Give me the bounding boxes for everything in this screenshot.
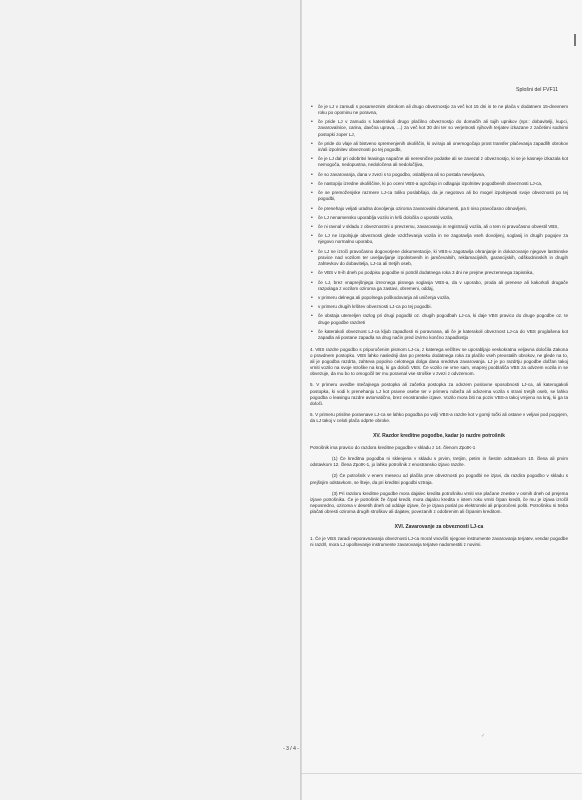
- list-item: • če so zavarovanja, dana v zvezi s to pogodbo, oslabljena ali so postala neveljavna,: [310, 172, 568, 178]
- scan-mark: [574, 34, 576, 46]
- paragraph-6: 6. V primeru prisilne poravnave LJ-ca se lahko pogodba po volji VBS-a razdre kot v gornji točki ali ostane v veljavi pod pogojem, da LJ takoj v celoti plača odprte obroke.: [310, 411, 568, 423]
- list-item: • če pride do vlaje ali bistveno spremenjenih okoliščin, ki ovirajo ali onemogočajo prost transfer plačevanja zapadlih obrokov in/ali izpolnitev obveznosti po tej pogodbi,: [310, 141, 568, 153]
- section-xv-intro: Potrošnik ima pravico do razdora kreditne pogodbe v skladu z 14. členom ZpotK-1: [310, 445, 476, 451]
- page-number: - 3 / 4 -: [283, 746, 299, 752]
- list-item: • če VBS v 8-ih dneh po podpisu pogodbe ni potrdil dodatnega roka 3 dni ne prejme prevzemnega zapisnika,: [310, 270, 568, 276]
- section-xvi-text: 1. Če je VBS zaradi neporavnavanja obveznosti LJ-ca moral vnovčiti njegove instrumente zavarovanja terjatev, vendar pogodbe ni razdrl, mora LJ upoštevanje instrumente zavarovanja terjatve nadomestiti z novimi.: [310, 536, 568, 548]
- list-item: • če nastopijo izredne okoliščine, ki po oceni VBS-a ogrožajo in odlagajo izpolnitev pogodbenih obveznosti LJ-ca,: [310, 181, 568, 187]
- section-xv-title: XV. Razdor kreditne pogodbe, kadar jo razdre potrošnik: [373, 433, 505, 440]
- check-mark-icon: ✓: [481, 733, 486, 739]
- section-xv-item-3: (3) Pri razdoru kreditne pogodbe mora dajalec kredita potrošniku vrniti vse plačane zneske v osmih dneh od prejema izjave potrošnika. Če je potrošnik že črpal kredit, mora dajalcu kredita v istem roku vrniti črpan kredit, če mu je izjava izročil neposredno, oziroma v desetih dneh od oddaje izjave, če je izjava poslal po elektronski ali priporočeni pošti. Potrošniku ni treba plačati obresti oziroma drugih stroškov ali dajatev, povezanih z odobrenim ali črpanim kreditom.: [310, 490, 568, 514]
- list-item: • če LJ nenamensko uporablja vozilo in krši določila o uporabi vozila,: [310, 215, 568, 221]
- list-item: • če se premoženjske razmere LJ-ca toliko poslabšajo, da je negotovo ali bo mogel izpolnjevati svoje obveznosti po tej pogodbi,: [310, 190, 568, 202]
- list-item: • če je LJ v zamudi s posameznim obrokom ali drugo obveznostjo za več kot 15 dni in te ne plača v dodatnem 15-dnevnem roku po opominu ne poravna,: [310, 104, 568, 116]
- list-item: • če LJ ne izpolnjuje obveznosti glede vzdrževanja vozila in ne zagotavlja vseh dovoljenj, soglasij in drugih pogojev za njegovo normalno uporabo,: [310, 233, 568, 245]
- list-item: • če LJ ne izroči pravočasno dogovorjene dokumentacije, ki VBS-u zagotavlja ohranjanje in dokazovanje njegove lastninske pravice nad vozilom ter uveljavljanje izpolnitvenih in jamčevalnih, reklamacijskih, garancijskih, odškodninskih in drugih zahtevkov do dobavitelja, LJ-ca ali tretjih oseb,: [310, 249, 568, 267]
- list-item: • če je LJ dal pri odobritvi leasinga napačne ali neresnične podatke ali se zavezal z obveznostjo, ki se je kasneje izkazala kot nemogoča, nedopustna, nedoločena ali nedoločljiva,: [310, 156, 568, 168]
- list-item: • če obstaja utemeljen razlog pri drugi pogodbi oz. drugih pogodbah LJ-ca, ki daje VBS pravico do druge pogodbe oz. te druge pogodbe razdreti: [310, 313, 568, 325]
- section-xvi-title: XVI. Zavarovanje za obveznosti LJ-ca: [394, 523, 484, 530]
- list-item: • v primeru delnega ali popolnega poškodovanja ali uničenja vozila,: [310, 295, 568, 301]
- page-bottom-edge: [301, 773, 582, 774]
- list-item: • če pride LJ v zamudo s katerimkoli drugo plačilno obveznostjo do domačih ali tujih upnikov (npr.: dobavitelji, kupci, zavarovalnice, carina, davčna uprava, ...) za več kot 30 dni ter so verjetnosti njihovih terjatev izkazane z začetimi sodnimi postopki zoper LJ,: [310, 119, 568, 137]
- list-item: • v primeru drugih kršitev obveznosti LJ-ca po tej pogodbi.: [310, 304, 568, 310]
- list-item: • če ni ravnal v skladu z obveznostmi o prevzemu, zavarovanju in registraciji vozila, ali o tem ni pravočasno obvestil VBS,: [310, 224, 568, 230]
- list-item: • če prenehajo veljati uradna dovoljenja oziroma zavarovalni dokumenti, pa ti niso pravočasno obnovljeni,: [310, 206, 568, 212]
- paragraph-4: 4. VBS razdre pogodbo s priporočenim pismom LJ-cu, z katerega večštev se uporabljajo veskokratna veljavna določila Zakona o pravdnem postopku. VBS lahko naslednji dan po preteku dodatnega roka za plačilo vseh preostalih obrokov, ne glede na to, ali je pogodba razdrta, zahteva popolno celotnega dolga dana sredstva zavarovanja. LJ je po razdrtju pogodbe dolžan takoj vrniti vozilo na svoje stroške na kraj, ki ga določi VBS. Če vozilo ne vrne sam, vnaprej pooblašča VBS za odvzem vozila in se obvezuje, da mu bo to omogočil ter mu poravnal vse stroške v zvezi z odvzemom.: [310, 347, 568, 377]
- page-edge: [300, 0, 301, 800]
- document-body: [310, 86, 568, 553]
- termination-reasons-list: [310, 104, 568, 341]
- section-xv-item-2: (2) Če potrošnik v enem mesecu od plačila prve obveznosti po pogodbi ne izjavi, da razdira pogodbo v skladu s prejšnjim odstavkom, se šteje, da pri kreditni pogodbi vztraja.: [310, 473, 568, 485]
- section-xv-item-1: (1) Če kreditna pogodba ni sklenjena v skladu s prvim, tretjim, petim in šestim odstavkom 10. člena ali prvim odstavkom 12. člena ZpotK-1, jo lahko potrošnik z enostransko izjavo razdre.: [310, 456, 568, 468]
- document-header: Splošni del FVF11: [516, 87, 559, 93]
- list-item: • če katerakoli obveznost LJ-ca kljub zapadlosti ni poravnana, ali če je katerakoli obveznost LJ-ca do VBS proglašena kot zapadla ali postane zapadla na drug način pred izvirno končno zapadlostjo: [310, 329, 568, 341]
- paragraph-5: 5. V primeru uvedbe stečajnega postopka ali začetka postopka za odvzem poslovne sposobnosti LJ-ca, ali katerogakoli postopka, ki vodi k prenehanju LJ kot pravne osebe ter v primeru rubeža ali odvzema vozila s strani tretjih oseb, se lahko pogodba o leasingu razdre avtomatično, brez enostranske izjave. Vozilo mora biti na poziv VBS-a takoj vrnjeno na kraj, ki ga ta določi.: [310, 382, 568, 406]
- list-item: • če LJ, brez vnaprejšnjega izrecnega pisnega soglasja VBS-a, da v uporabo, proda ali prenese ali kakorkoli drugače razpolaga z vozilom oziroma ga zastavi, obremeni, oddaj,: [310, 280, 568, 292]
